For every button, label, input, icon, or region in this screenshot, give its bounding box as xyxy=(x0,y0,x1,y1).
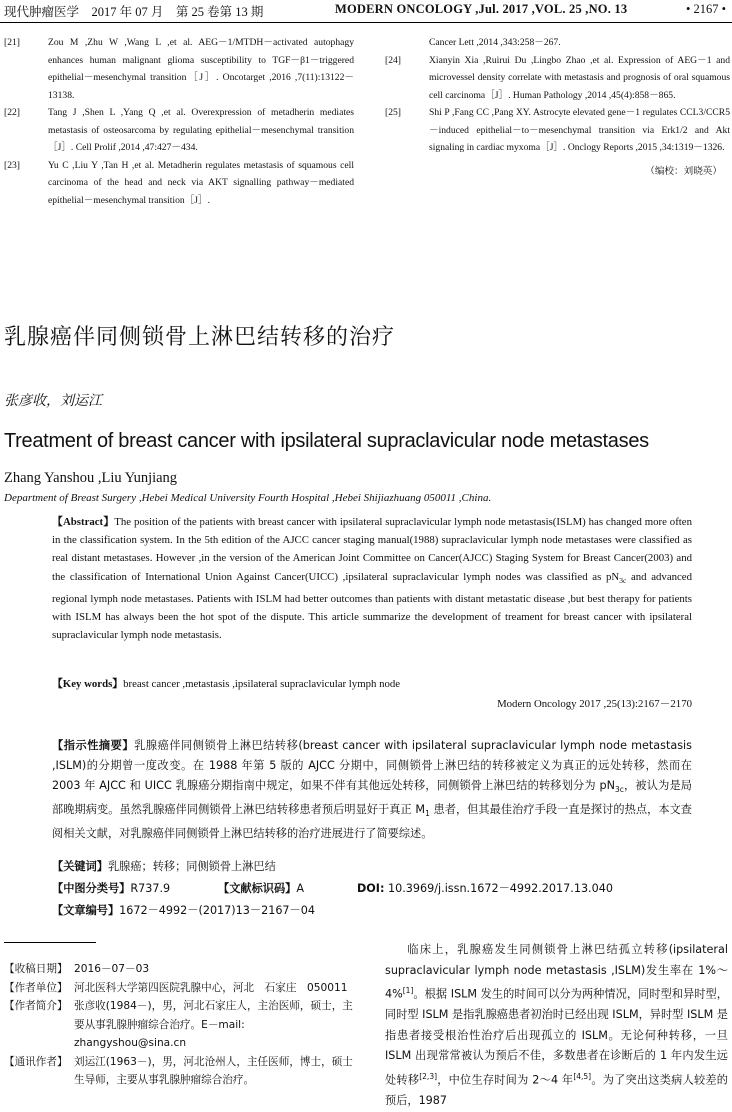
document-code: 【文献标识码】A xyxy=(218,882,304,895)
page-number: • 2167 • xyxy=(685,2,726,16)
footnote-item: 【收稿日期】 2016－07－03 xyxy=(4,963,150,975)
references-right xyxy=(385,34,730,180)
article-title-en: Treatment of breast cancer with ipsilateral supraclavicular node metastases xyxy=(4,430,649,452)
keywords-en: 【Key words】breast cancer ,metastasis ,ipsilateral supraclavicular lymph node xyxy=(52,678,401,690)
journal-en: MODERN ONCOLOGY ,Jul. 2017 ,VOL. 25 ,NO. 13 xyxy=(335,2,628,16)
footnote-item: 【通讯作者】 刘运江(1963－)，男，河北沧州人，主任医师，博士，硕士生导师，主要从事乳腺肿瘤综合治疗。 xyxy=(4,1055,353,1086)
abstract-label: 【Abstract】 xyxy=(52,516,115,528)
citation-en: Modern Oncology 2017 ,25(13):2167－2170 xyxy=(497,698,692,710)
reference-item: [23] Yu C ,Liu Y ,Tan H ,et al. Metadherin regulates metastasis of squamous cell carcinoma of the head and neck via AKT signalling pathway－mediated epithelial－mesenchymal transition［J］. xyxy=(4,159,354,206)
footnote-divider xyxy=(4,942,96,943)
body-text-cn: 临床上，乳腺癌发生同侧锁骨上淋巴结孤立转移(ipsilateral supraclavicular lymph node metastasis ,ISLM)发生率在 1%～4%[1]。根据 ISLM 发生的时间可以分为两种情况，同时型和异时型，同时型 ISLM 是指乳腺癌患者初治时已经出现 ISLM，异时型 ISLM 是指患者接受根治性治疗后出现孤立的 ISLM。无论何种转移，一旦 ISLM 出现常常被认为预后不佳，多数患者在诊断后的 1 年内发生远处转移[2,3]，中位生存时间为 2～4 年[4,5]。为了突出这类病人较差的预后，1987 xyxy=(385,943,728,1107)
reference-item: [21] Zou M ,Zhu W ,Wang L ,et al. AEG－1/MTDH－activated autophagy enhances human malignant glioma susceptibility to TGF－β1－triggered epithelial－mesenchymal transition［J］. Oncotarget ,2016 ,7(11):13122－13138. xyxy=(4,37,354,101)
footnote-item: 【作者简介】 张彦收(1984－)，男，河北石家庄人，主治医师，硕士，主要从事乳腺肿瘤综合治疗。E－mail: zhangyshou@sina.cn xyxy=(4,1000,353,1049)
doi: DOI: 10.3969/j.issn.1672－4992.2017.13.040 xyxy=(357,882,613,895)
abstract-en: 【Abstract】The position of the patients with breast cancer with ipsilateral supraclavicular lymph node metastasis(ISLM) has changed more often in the classification system. In the 5th edition of the AJCC cancer staging manual(1988) supraclavicular lymph node metastases were classified as real distant metastases. However ,in the version of the American Joint Committee on Cancer(AJCC) Staging System for Breast Cancer(2003) and the classification of International Union Against Cancer(UICC) ,ipsilateral supraclavicular lymph nodes was classified as $pN_{3c}$ and advanced regional lymph node metastases. Patients with ISLM had better outcomes than patients with distant metastatic disease ,but best therapy for patients with ISLM has always been the hot spot of the dispute. This article summarize the development of treament for breast cancer with ipsilateral supraclavicular lymph node metastasis. xyxy=(52,516,692,642)
keywords-cn: 【关键词】乳腺癌；转移；同侧锁骨上淋巴结 xyxy=(52,860,276,873)
reference-item: Cancer Lett ,2014 ,343:258－267. xyxy=(429,37,561,48)
reference-item: [24] Xianyin Xia ,Ruirui Du ,Lingbo Zhao ,et al. Expression of AEG－1 and microvessel density correlate with metastasis and prognosis of oral squamous cell carcinoma［J］. Human Pathology ,2014 ,45(4):858－865. xyxy=(385,54,730,101)
reference-item: [25] Shi P ,Fang CC ,Pang XY. Astrocyte elevated gene－1 regulates CCL3/CCR5－induced epithelial－to－mesenchymal transition via Erk1/2 and Akt signaling in cardiac myxoma［J］. Onclogy Reports ,2015 ,34:1319－1326. xyxy=(385,107,730,153)
authors-en: Zhang Yanshou ,Liu Yunjiang xyxy=(4,470,178,486)
reference-item: [22] Tang J ,Shen L ,Yang Q ,et al. Overexpression of metadherin mediates metastasis of osteosarcoma by regulating epithelial－mesenchymal transition［J］. Cell Prolif ,2014 ,47:427－434. xyxy=(4,107,354,153)
references-left xyxy=(4,34,354,209)
authors-cn: 张彦收，刘运江 xyxy=(4,393,102,409)
editor-note: （编校：刘晓英） xyxy=(645,165,722,177)
journal-cn: 现代肿瘤医学 2017 年 07 月 第 25 卷第 13 期 xyxy=(4,5,264,19)
article-number: 【文章编号】1672－4992－(2017)13－2167－04 xyxy=(52,904,315,917)
footnotes xyxy=(4,960,359,1090)
running-header xyxy=(0,0,732,23)
article-title-cn: 乳腺癌伴同侧锁骨上淋巴结转移的治疗 xyxy=(4,325,396,350)
affiliation-en: Department of Breast Surgery ,Hebei Medical University Fourth Hospital ,Hebei Shijiazhuang 050011 ,China. xyxy=(4,492,492,504)
abstract-cn: 【指示性摘要】乳腺癌伴同侧锁骨上淋巴结转移(breast cancer with ipsilateral supraclavicular lymph node metastasis ,ISLM)的分期曾一度改变。在 1988 年第 5 版的 AJCC 分期中，同侧锁骨上淋巴结的转移被定义为真正的远处转移，然而在 2003 年 AJCC 和 UICC 乳腺癌分期指南中规定，如果不伴有其他远处转移，同侧锁骨上淋巴结的转移划分为 $pN_{3c}$，被认为是局部晚期病变。虽然乳腺癌伴同侧锁骨上淋巴结转移患者预后明显好于真正 $M_1$ 患者，但其最佳治疗手段一直是探讨的热点，本文查阅相关文献，对乳腺癌伴同侧锁骨上淋巴结转移的治疗进展进行了简要综述。 xyxy=(52,739,692,841)
classification-number: 【中图分类号】R737.9 xyxy=(52,882,171,895)
footnote-item: 【作者单位】 河北医科大学第四医院乳腺中心，河北 石家庄 050011 xyxy=(4,981,348,994)
